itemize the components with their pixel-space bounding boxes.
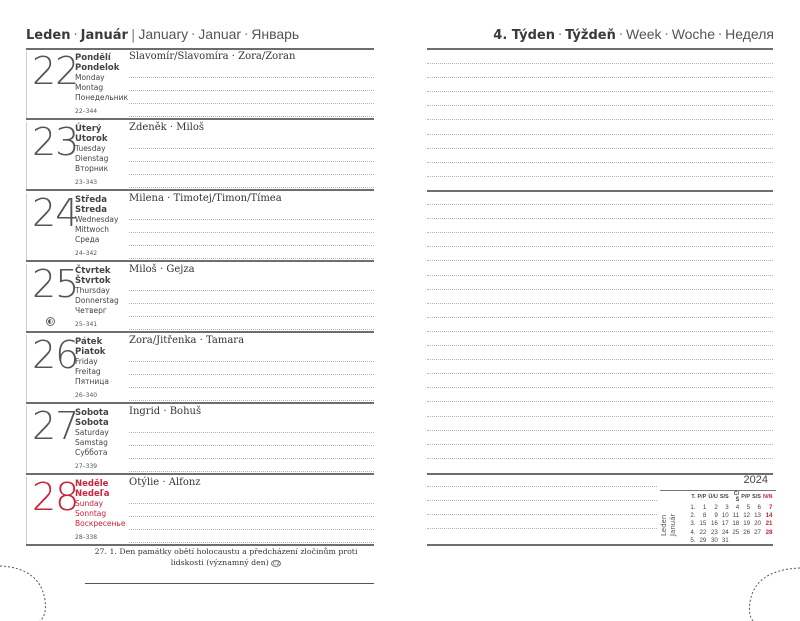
day-block	[26, 475, 374, 546]
calendar-cell: 9	[714, 512, 718, 520]
note-line	[427, 232, 773, 233]
day-en: Monday	[75, 73, 105, 82]
note-line	[427, 317, 773, 318]
calendar-cell: 17	[721, 520, 729, 528]
calendar-cell: 11	[732, 512, 740, 520]
day-sk: Utorok	[75, 134, 108, 144]
calendar-cell	[751, 537, 762, 545]
calendar-cell: 6	[757, 503, 761, 511]
day-divider	[26, 122, 27, 189]
calendar-cell: 16	[710, 520, 718, 528]
calendar-cell: 15	[699, 520, 707, 528]
day-en: Thursday	[75, 286, 110, 295]
calendar-cell: 12	[743, 512, 751, 520]
note-line	[427, 162, 773, 163]
day-sk: Sobota	[75, 418, 109, 428]
note-line	[427, 331, 773, 332]
month-sk: Január	[80, 28, 128, 43]
note-line	[427, 148, 773, 149]
calendar-cell	[762, 537, 773, 545]
note-line	[427, 289, 773, 290]
calendar-cell: 21	[765, 520, 773, 528]
day-block	[26, 333, 374, 404]
calendar-cell: 29	[699, 537, 707, 545]
calendar-cell: 28	[765, 528, 773, 536]
writing-lines	[129, 136, 374, 188]
note-line	[427, 359, 773, 360]
day-de: Dienstag	[75, 154, 109, 163]
note-line	[427, 416, 773, 417]
writing-lines	[129, 207, 374, 259]
day-sk: Štvrtok	[75, 276, 111, 286]
day-divider	[26, 51, 27, 118]
day-count: 23–343	[75, 179, 98, 186]
calendar-year: 2024	[743, 474, 768, 486]
day-ru: Четверг	[75, 306, 107, 315]
day-en: Sunday	[75, 499, 104, 508]
note-line	[427, 373, 773, 374]
note-line	[427, 514, 657, 515]
week-en: Week	[626, 26, 662, 42]
day-ru: Пятница	[75, 377, 109, 386]
note-line	[427, 119, 773, 120]
day-cz: Pondělí	[75, 53, 111, 63]
calendar-cell: 23	[710, 528, 718, 536]
note-line	[427, 218, 773, 219]
calendar-cell: 18	[732, 520, 740, 528]
day-count: 22–344	[75, 108, 98, 115]
day-number: 22	[32, 49, 79, 93]
day-block	[26, 262, 374, 333]
note-line	[427, 528, 657, 529]
day-count: 28–338	[75, 534, 98, 541]
day-block	[26, 404, 374, 475]
day-names	[75, 53, 128, 117]
day-ru: Среда	[75, 235, 100, 244]
country-mark: CZ	[272, 560, 280, 567]
name-day: Miloš · Gejza	[129, 264, 195, 275]
note-line	[427, 303, 773, 304]
note-line	[427, 91, 773, 92]
day-sk: Nedeľa	[75, 489, 110, 499]
week-header: 4. Týden · Týždeň · Week · Woche · Неделя	[493, 26, 774, 43]
day-cz: Pátek	[75, 337, 103, 347]
day-sk: Piatok	[75, 347, 106, 357]
calendar-cell: 30	[710, 537, 718, 545]
day-cz: Sobota	[75, 408, 109, 418]
day-sk: Pondelok	[75, 63, 120, 73]
day-names	[75, 195, 118, 259]
week-sk: Týždeň	[565, 28, 616, 43]
day-number: 27	[32, 404, 79, 448]
calendar-grid	[686, 491, 773, 545]
day-number: 23	[32, 120, 79, 164]
day-cz: Neděle	[75, 479, 109, 489]
note-line	[427, 345, 773, 346]
calendar-cell: 20	[754, 520, 761, 528]
day-number: 25	[32, 262, 79, 306]
day-number: 26	[32, 333, 79, 377]
calendar-head-cell: P/P	[697, 494, 707, 500]
calendar-cell: 19	[743, 520, 751, 528]
calendar-cell: 2	[714, 503, 718, 511]
day-cz: Úterý	[75, 124, 102, 134]
calendar-head-cell: Č/Š	[733, 491, 740, 503]
month-de: Januar	[198, 26, 242, 42]
day-en: Tuesday	[75, 144, 106, 153]
calendar-cell: 24	[721, 528, 729, 536]
day-en: Saturday	[75, 428, 109, 437]
day-en: Wednesday	[75, 215, 119, 224]
calendar-cell	[740, 537, 751, 545]
calendar-head-cell: S/S	[719, 494, 729, 500]
day-block	[26, 49, 374, 120]
footnote: 27. 1. Den památky obětí holocaustu a předcházení zločinům proti lidskosti (významný den) CZ	[94, 547, 358, 567]
note-line	[427, 275, 773, 276]
day-cz: Středa	[75, 195, 107, 205]
day-names	[75, 124, 108, 188]
name-day: Milena · Timotej/Timon/Tímea	[129, 193, 282, 204]
calendar-head-cell: T.	[691, 494, 696, 500]
page-curve-decoration	[0, 560, 60, 621]
day-divider	[26, 335, 27, 402]
day-ru: Суббота	[75, 448, 108, 457]
day-divider	[26, 406, 27, 473]
day-block	[26, 120, 374, 191]
day-en: Friday	[75, 357, 98, 366]
day-sk: Streda	[75, 205, 107, 215]
writing-lines	[129, 420, 374, 472]
writing-lines	[129, 278, 374, 330]
day-names	[75, 479, 125, 543]
day-block	[26, 191, 374, 262]
note-line	[427, 387, 773, 388]
name-day: Zora/Jitřenka · Tamara	[129, 335, 245, 346]
calendar-cell: 27	[754, 528, 761, 536]
writing-lines	[129, 349, 374, 401]
note-line	[427, 176, 773, 177]
day-count: 24–342	[75, 250, 98, 257]
month-header: Leden · Január | January · Januar · Январь	[26, 26, 300, 43]
calendar-head-cell: P/P	[741, 494, 751, 500]
day-de: Samstag	[75, 438, 108, 447]
note-separator	[427, 473, 773, 475]
note-line	[427, 500, 657, 501]
calendar-cell: 4.	[690, 528, 696, 536]
note-line	[427, 260, 773, 261]
day-count: 27–339	[75, 463, 98, 470]
day-divider	[26, 264, 27, 331]
day-ru: Вторник	[75, 164, 109, 173]
day-number: 28	[32, 475, 79, 519]
calendar-cell: 22	[699, 528, 707, 536]
note-line	[427, 204, 773, 205]
calendar-cell	[730, 537, 741, 545]
calendar-month: Leden Január	[660, 513, 677, 536]
writing-lines	[129, 65, 374, 117]
note-line	[427, 77, 773, 78]
note-line	[427, 105, 773, 106]
day-count: 25–341	[75, 321, 98, 328]
month-cz: Leden	[26, 28, 71, 43]
note-separator	[427, 190, 773, 192]
note-line	[427, 458, 773, 459]
note-line	[427, 63, 773, 64]
calendar-cell: 5	[746, 503, 751, 511]
day-de: Sonntag	[75, 509, 107, 518]
day-names	[75, 408, 109, 472]
day-count: 26–340	[75, 392, 98, 399]
day-ru: Понедельник	[75, 93, 129, 102]
note-line	[427, 444, 773, 445]
calendar-cell: 13	[754, 512, 761, 520]
name-day: Zdeněk · Miloš	[129, 122, 205, 133]
calendar-cell: 1.	[690, 503, 696, 511]
writing-lines	[129, 491, 374, 543]
week-ru: Неделя	[725, 26, 774, 42]
week-de: Woche	[671, 26, 716, 42]
calendar-head-cell: N/N	[762, 494, 773, 500]
note-line	[427, 134, 773, 135]
day-de: Freitag	[75, 367, 101, 376]
name-day: Ingrid · Bohuš	[129, 406, 202, 417]
calendar-cell: 2.	[690, 512, 696, 520]
calendar-cell: 14	[765, 512, 773, 520]
calendar-cell: 26	[743, 528, 751, 536]
day-number: 24	[32, 191, 79, 235]
calendar-cell: 10	[721, 512, 729, 520]
calendar-cell: 25	[732, 528, 740, 536]
day-de: Montag	[75, 83, 104, 92]
month-ru: Январь	[251, 26, 300, 42]
calendar-cell: 5.	[690, 537, 696, 545]
right-header-rule	[427, 48, 773, 50]
calendar-cell: 8	[702, 512, 707, 520]
page-curve-decoration-right	[735, 560, 800, 621]
day-de: Mittwoch	[75, 225, 110, 234]
calendar-cell: 3.	[690, 520, 696, 528]
day-names	[75, 266, 119, 330]
day-de: Donnerstag	[75, 296, 119, 305]
moon-phase-icon: ◐	[47, 318, 54, 325]
day-names	[75, 337, 109, 401]
note-line	[427, 246, 773, 247]
calendar-head-cell: S/S	[752, 494, 761, 500]
calendar-cell: 31	[721, 537, 729, 545]
note-line	[427, 430, 773, 431]
note-line	[427, 401, 773, 402]
calendar-cell: 1	[702, 503, 707, 511]
note-line	[427, 486, 657, 487]
day-cz: Čtvrtek	[75, 266, 111, 276]
name-day: Slavomír/Slavomíra · Zora/Zoran	[129, 51, 296, 62]
name-day: Otýlie · Alfonz	[129, 477, 201, 488]
calendar-head-cell: Ú/U	[708, 494, 718, 500]
calendar-cell: 3	[725, 503, 729, 511]
footnote-rule	[85, 583, 374, 584]
month-en: January	[138, 26, 189, 42]
day-divider	[26, 193, 27, 260]
week-cz: 4. Týden	[493, 28, 555, 43]
calendar-cell: 7	[769, 503, 773, 511]
calendar-cell: 4	[735, 503, 740, 511]
day-ru: Воскресенье	[75, 519, 126, 528]
day-divider	[26, 477, 27, 544]
